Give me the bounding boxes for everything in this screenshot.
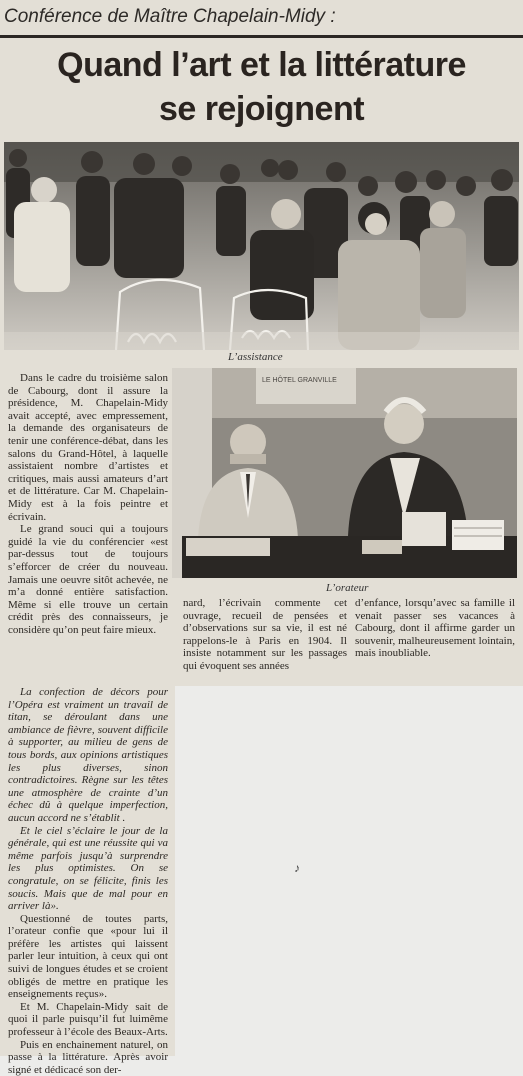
quote-paragraph: Et le ciel s’éclaire le jour de la générale, qui est une réussite qui va même parfois jusqu’à surprendre les plus optimistes. On se congratule, on se félicite, finis les soucis. Mais que de mal pour en arriver là». [8,824,168,913]
stray-mark: ♪ [294,861,300,875]
paragraph: Le grand souci qui a toujours guidé la vie du conférencier «est par-dessus tout de toujours s’efforcer de créer du nouveau. Jamais une oeuvre sitôt achevée, ne m’a donné entière satisfaction. Même si elle trouve un certain crédit près des connaisseurs, je considère qu’on peut faire mieux. [8,523,168,636]
paragraph: Dans le cadre du troisième salon de Cabourg, dont il assure la présidence, M. Chapelain-Midy avait accepté, avec empressement, la demande des organisateurs de tenir une conférence-débat, dans les salons du Grand-Hôtel, à laquelle assistaient nombre d’artistes et critiques, mais aussi amateurs d’art et de littérature. Car M. Chapelain-Midy est à la fois peintre et écrivain. [8,372,168,523]
article-column-2 [183,597,347,673]
sign-text: LE HÔTEL GRANVILLE [262,377,337,384]
article-column-1-continued [8,686,168,1076]
article-column-3 [355,597,515,660]
speaker-photo [172,368,517,578]
paragraph: Questionné de toutes parts, l’orateur confie que «pour lui il préfère les artistes qui laissent parler leur intuition, à ceux qui ont suivi de longues études et se croient obligés de mettre en pratique les enseignements reçus». [8,912,168,1001]
article-column-1 [8,372,168,636]
audience-caption: L’assistance [228,351,283,363]
headline-line-2: se rejoignent [158,90,365,128]
speaker-caption: L’orateur [326,582,369,594]
kicker-rule [0,35,523,38]
paragraph: d’enfance, lorsqu’avec sa famille il venait passer ses vacances à Cabourg, dont il affirme garder un souvenir, malheureusement lointain, mais inoubliable. [355,597,515,660]
quote-paragraph: La confection de décors pour l’Opéra est vraiment un travail de titan, se déroulant dans une ambiance de fièvre, souvent difficile à supporter, au milieu de gens de tous bords, aux opinions artistiques les plus diverses, sinon contradictoires. Règne sur les têtes une atmosphère de crainte d’un échec dû à quelque imperfection, aucun accord ne s’établit . [8,686,168,824]
paragraph: Puis en enchainement naturel, on passe à la littérature. Après avoir signé et dédicacé son der- [8,1038,168,1076]
headline-line-1: Quand l’art et la littérature [57,46,466,84]
paragraph: nard, l’écrivain commente cet ouvrage, recueil de pensées et d’observations sur sa vie, il est né rappelons-le à Paris en 1904. Il insiste notamment sur les passages qui évoquent ses années [183,597,347,672]
paragraph: Et M. Chapelain-Midy sait de quoi il parle puisqu’il fut luimême professeur à l’école des Beaux-Arts. [8,1000,168,1039]
article-kicker: Conférence de Maître Chapelain-Midy : [4,6,336,27]
audience-photo [4,142,519,350]
